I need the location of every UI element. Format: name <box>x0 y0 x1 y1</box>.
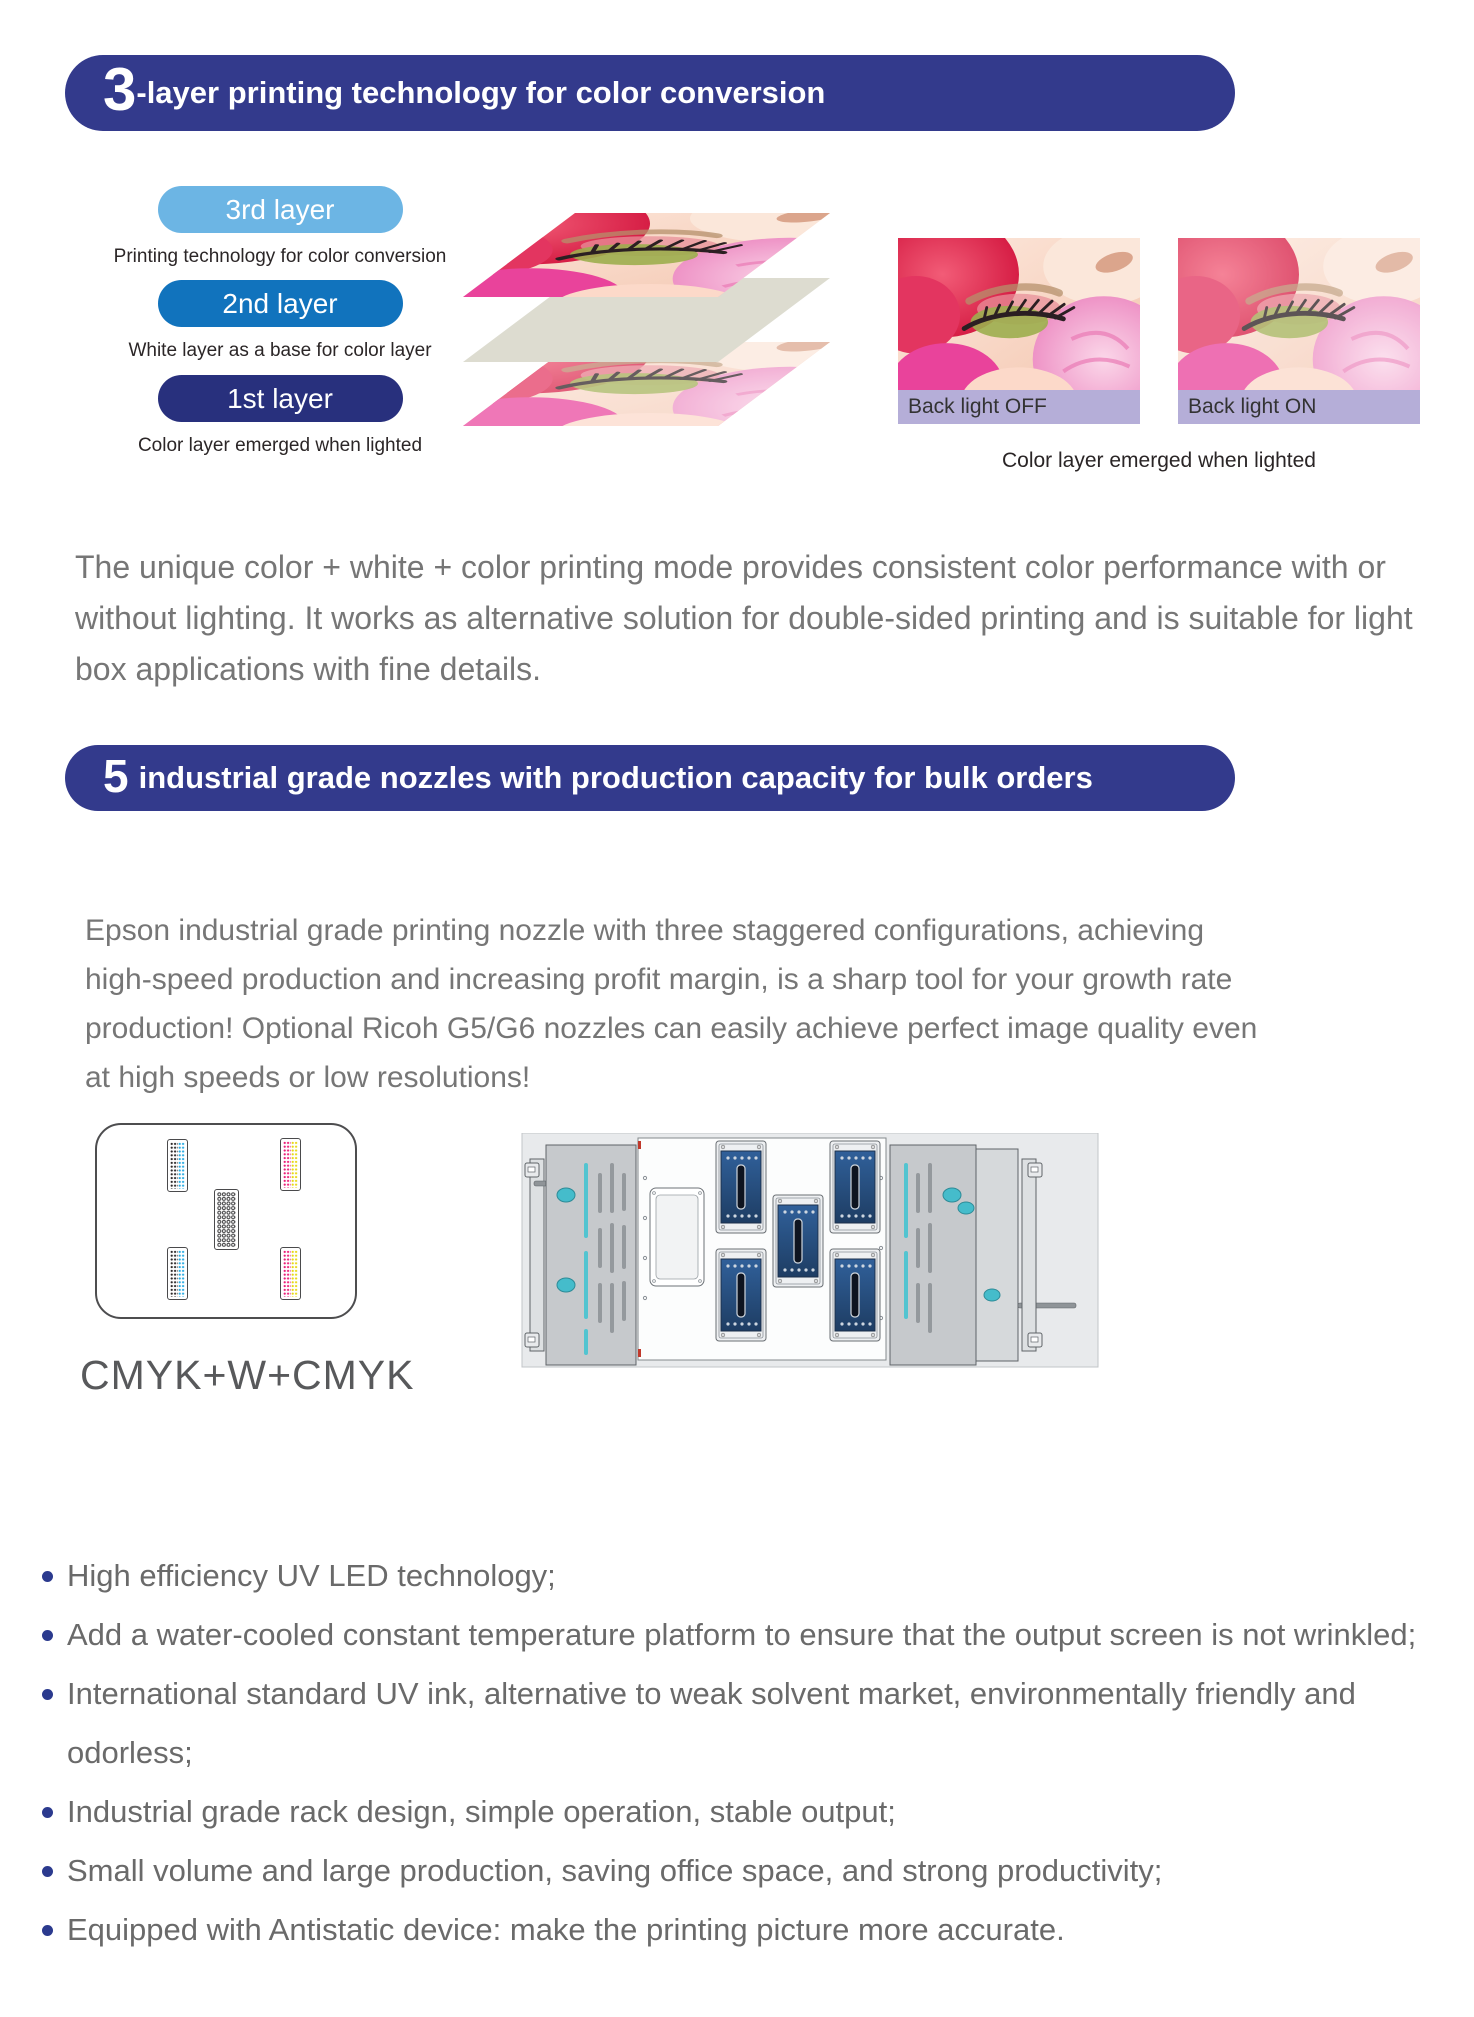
bullet-dot <box>42 1630 53 1641</box>
layer2-pill <box>158 280 403 327</box>
backlight-on-photo <box>1178 238 1420 390</box>
bullet-dot <box>42 1571 53 1582</box>
section-nozzles-banner <box>65 745 1235 811</box>
layer1-caption: Color layer emerged when lighted <box>137 435 423 456</box>
layer2-caption: White layer as a base for color layer <box>128 340 432 361</box>
bullet-dot <box>42 1807 53 1818</box>
nozzle-plate-my-top <box>280 1138 301 1191</box>
bullet-dot <box>42 1689 53 1700</box>
section-3layer-banner <box>65 55 1235 131</box>
banner-number-5: 5 <box>103 750 129 802</box>
nozzle-config-label: CMYK+W+CMYK <box>80 1352 415 1398</box>
layer3-caption: Printing technology for color conversion <box>113 246 447 267</box>
list-item: International standard UV ink, alternative to weak solvent market, environmentally friendly and odorless; <box>38 1664 1453 1782</box>
backlight-on-card <box>1178 238 1420 424</box>
color-conversion-paragraph: The unique color + white + color printing mode provides consistent color performance with or without lighting. It works as alternative solution for double-sided printing and is suitable for light box applications with fine details. <box>75 549 1413 687</box>
bullet-dot <box>42 1925 53 1936</box>
nozzle-plate-white-center <box>214 1189 239 1250</box>
layer1-label: 1st layer <box>227 382 333 414</box>
layer2-label: 2nd layer <box>222 287 338 319</box>
layer3-label: 3rd layer <box>225 193 335 225</box>
comparison-caption: Color layer emerged when lighted <box>1001 449 1316 472</box>
banner-title-3layer: -layer printing technology for color conversion <box>136 75 826 110</box>
list-item: Small volume and large production, saving office space, and strong productivity; <box>38 1841 1453 1900</box>
backlight-off-photo <box>898 238 1140 390</box>
list-item: Equipped with Antistatic device: make the printing picture more accurate. <box>38 1900 1453 1959</box>
layer-stack-graphic <box>430 185 880 470</box>
nozzle-plate-kc-top <box>167 1139 188 1192</box>
list-item: High efficiency UV LED technology; <box>38 1546 1453 1605</box>
list-item: Industrial grade rack design, simple operation, stable output; <box>38 1782 1453 1841</box>
layer-legend <box>70 186 490 457</box>
list-item: Add a water-cooled constant temperature platform to ensure that the output screen is not wrinkled; <box>38 1605 1453 1664</box>
bullet-dot <box>42 1866 53 1877</box>
backlight-on-label: Back light ON <box>1178 390 1420 424</box>
banner-number-3: 3 <box>103 56 137 123</box>
backlight-off-label: Back light OFF <box>898 390 1140 424</box>
printer-carriage-drawing <box>520 1133 1100 1383</box>
nozzle-plate-kc-bottom <box>167 1247 188 1300</box>
nozzle-config-diagram <box>95 1123 357 1319</box>
nozzles-paragraph: Epson industrial grade printing nozzle with three staggered configurations, achieving high-speed production and increasing profit margin, is a sharp tool for your growth rate production! Optional Ricoh G5/G6 nozzles can easily achieve perfect image quality even at high speeds or low resolutions! <box>85 914 1258 1094</box>
layer3-pill <box>158 186 403 233</box>
nozzle-plate-my-bottom <box>280 1247 301 1300</box>
backlight-off-card <box>898 238 1140 424</box>
layer1-pill <box>158 375 403 422</box>
banner-title-nozzles: industrial grade nozzles with production capacity for bulk orders <box>138 760 1093 795</box>
feature-list <box>38 1546 1453 1959</box>
